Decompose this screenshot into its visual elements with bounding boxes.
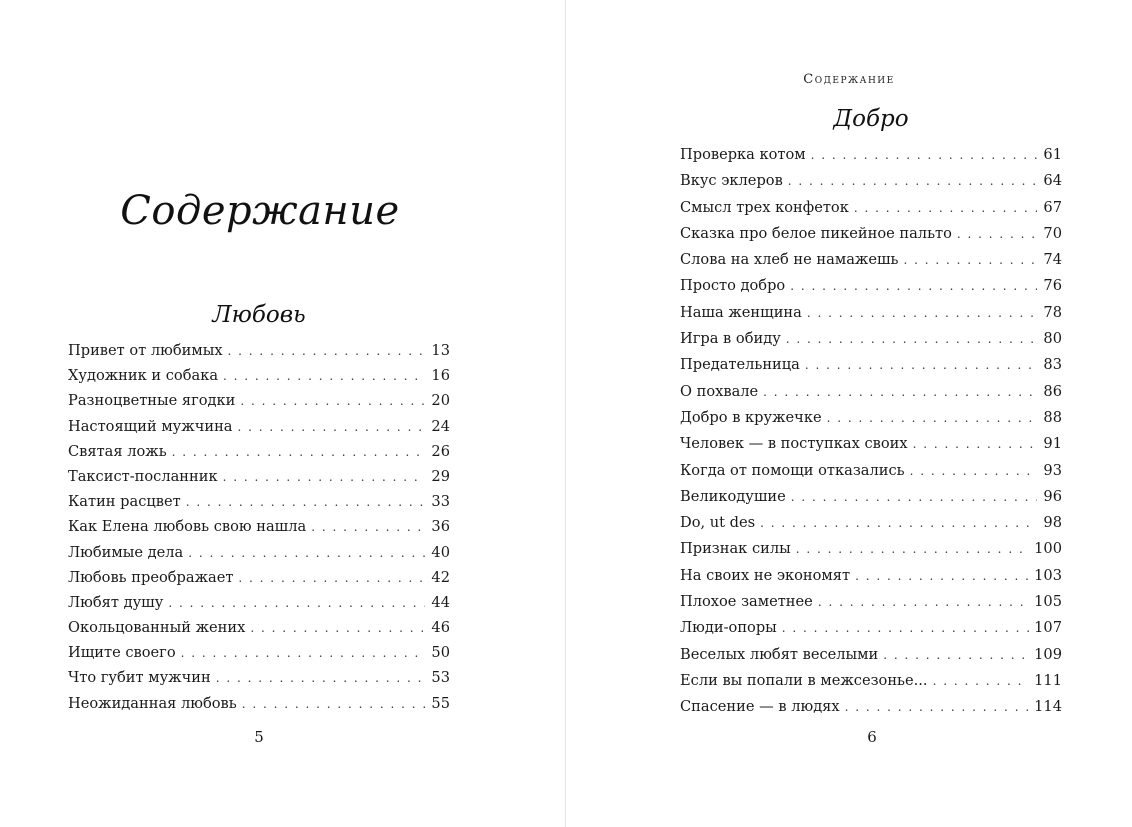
dot-leader [223, 465, 425, 490]
toc-entry-page: 55 [431, 694, 450, 712]
dot-leader [883, 642, 1029, 668]
toc-entry [680, 247, 1062, 273]
toc-list-love [68, 338, 450, 716]
dot-leader [242, 692, 425, 717]
toc-entry-title: Веселых любят веселыми [680, 645, 879, 663]
toc-entry-title: Неожиданная любовь [68, 694, 237, 712]
toc-entry-page: 109 [1034, 645, 1062, 663]
page-number-left: 5 [254, 728, 264, 746]
dot-leader [228, 339, 425, 364]
toc-entry [680, 694, 1062, 720]
toc-entry [68, 640, 450, 665]
toc-entry-page: 53 [431, 669, 450, 687]
toc-entry [68, 439, 450, 464]
dot-leader [790, 273, 1037, 299]
toc-entry [680, 484, 1062, 510]
toc-entry-title: Таксист-посланник [68, 467, 218, 485]
dot-leader [854, 195, 1037, 221]
toc-entry-page: 98 [1043, 514, 1062, 532]
toc-entry-page: 103 [1034, 566, 1062, 584]
toc-entry-title: Люди-опоры [680, 619, 777, 637]
toc-entry-page: 61 [1043, 146, 1062, 163]
dot-leader [786, 326, 1037, 352]
toc-entry-page: 36 [431, 518, 450, 536]
dot-leader [796, 536, 1029, 562]
toc-entry-page: 100 [1034, 540, 1062, 558]
toc-entry-page: 114 [1034, 698, 1062, 716]
toc-entry [680, 510, 1062, 536]
toc-entry [680, 195, 1062, 221]
toc-list-kindness [680, 142, 1062, 721]
toc-entry-page: 88 [1043, 408, 1062, 426]
dot-leader [845, 694, 1030, 720]
toc-entry-page: 26 [431, 442, 450, 460]
toc-entry-page: 70 [1043, 224, 1062, 242]
toc-entry [68, 665, 450, 690]
toc-entry [680, 668, 1062, 694]
toc-entry [68, 489, 450, 514]
dot-leader [250, 616, 425, 641]
toc-entry-title: Плохое заметнее [680, 593, 813, 611]
toc-entry [680, 642, 1062, 668]
toc-entry-page: 13 [431, 342, 450, 359]
toc-entry [680, 142, 1062, 168]
toc-entry-title: Сказка про белое пикейное пальто [680, 224, 952, 242]
dot-leader [910, 458, 1037, 484]
toc-entry-title: Привет от любимых [68, 342, 223, 359]
toc-entry-page: 29 [431, 467, 450, 485]
toc-entry-page: 93 [1043, 461, 1062, 479]
dot-leader [807, 300, 1037, 326]
toc-entry [68, 540, 450, 565]
toc-entry-page: 64 [1043, 172, 1062, 190]
dot-leader [240, 389, 425, 414]
dot-leader [763, 379, 1037, 405]
dot-leader [903, 247, 1037, 273]
dot-leader [788, 168, 1037, 194]
toc-entry-title: Любовь преображает [68, 568, 234, 586]
toc-entry-title: Катин расцвет [68, 493, 181, 511]
page-number-right: 6 [867, 728, 877, 746]
toc-entry-title: Добро в кружечке [680, 408, 822, 426]
toc-entry-title: Игра в обиду [680, 330, 781, 348]
right-page [566, 0, 1132, 827]
dot-leader [913, 431, 1037, 457]
toc-entry [680, 589, 1062, 615]
toc-entry [68, 414, 450, 439]
toc-entry-page: 76 [1043, 277, 1062, 295]
toc-entry-title: Любят душу [68, 593, 164, 611]
toc-entry-title: Окольцованный жених [68, 619, 246, 637]
toc-entry-page: 33 [431, 493, 450, 511]
toc-entry [680, 326, 1062, 352]
running-head: Содержание [803, 72, 895, 87]
dot-leader [188, 541, 425, 566]
toc-entry-page: 107 [1034, 619, 1062, 637]
dot-leader [811, 142, 1037, 168]
toc-entry-page: 42 [431, 568, 450, 586]
toc-entry-page: 67 [1043, 198, 1062, 216]
dot-leader [172, 440, 425, 465]
toc-entry-page: 111 [1034, 671, 1062, 689]
toc-entry [68, 565, 450, 590]
toc-entry [68, 388, 450, 413]
toc-entry [680, 615, 1062, 641]
toc-entry-page: 46 [431, 619, 450, 637]
toc-entry-title: О похвале [680, 382, 759, 400]
toc-entry [68, 615, 450, 640]
dot-leader [855, 563, 1029, 589]
toc-entry-page: 74 [1043, 251, 1062, 269]
dot-leader [238, 415, 426, 440]
toc-entry-page: 16 [431, 367, 450, 385]
toc-entry-title: Святая ложь [68, 442, 167, 460]
toc-entry-page: 80 [1043, 330, 1062, 348]
toc-entry [68, 338, 450, 363]
toc-entry-title: Человек — в поступках своих [680, 435, 908, 453]
toc-entry-page: 24 [431, 417, 450, 435]
toc-entry-title: Ищите своего [68, 644, 176, 662]
toc-entry-title: Спасение — в людях [680, 698, 840, 716]
toc-entry [680, 536, 1062, 562]
toc-entry-page: 44 [431, 593, 450, 611]
toc-entry-page: 105 [1034, 593, 1062, 611]
toc-entry-title: Вкус эклеров [680, 172, 783, 190]
toc-entry-title: Что губит мужчин [68, 669, 211, 687]
dot-leader [827, 405, 1037, 431]
toc-entry [680, 563, 1062, 589]
dot-leader [311, 515, 425, 540]
toc-entry-title: Смысл трех конфеток [680, 198, 849, 216]
dot-leader [186, 490, 425, 515]
dot-leader [933, 668, 1030, 694]
dot-leader [223, 364, 425, 389]
toc-entry-page: 91 [1043, 435, 1062, 453]
toc-entry-title: Слова на хлеб не намажешь [680, 251, 899, 269]
toc-entry-page: 78 [1043, 303, 1062, 321]
dot-leader [216, 666, 425, 691]
dot-leader [818, 589, 1029, 615]
toc-entry-page: 20 [431, 392, 450, 410]
toc-entry-title: Признак силы [680, 540, 791, 558]
dot-leader [238, 566, 425, 591]
dot-leader [168, 591, 425, 616]
toc-entry [680, 379, 1062, 405]
toc-entry-title: Любимые дела [68, 543, 184, 561]
toc-entry-page: 40 [431, 543, 450, 561]
toc-entry [680, 352, 1062, 378]
toc-entry-title: Художник и собака [68, 367, 219, 385]
toc-entry-title: На своих не экономят [680, 566, 851, 584]
toc-entry [680, 405, 1062, 431]
toc-entry [68, 363, 450, 388]
toc-entry [68, 464, 450, 489]
toc-entry-page: 50 [431, 644, 450, 662]
dot-leader [805, 352, 1037, 378]
toc-entry [680, 300, 1062, 326]
toc-entry-title: Предательница [680, 356, 800, 374]
toc-entry-title: Когда от помощи отказались [680, 461, 905, 479]
toc-entry-title: Просто добро [680, 277, 786, 295]
dot-leader [782, 615, 1029, 641]
section-heading-kindness: Добро [833, 106, 909, 132]
toc-entry [680, 168, 1062, 194]
toc-title: Содержание [120, 188, 400, 234]
toc-entry [680, 458, 1062, 484]
toc-entry-title: Настоящий мужчина [68, 417, 233, 435]
dot-leader [760, 510, 1037, 536]
toc-entry [68, 590, 450, 615]
toc-entry-title: Проверка котом [680, 146, 806, 163]
toc-entry [68, 514, 450, 539]
toc-entry-title: Как Елена любовь свою нашла [68, 518, 307, 536]
toc-entry [68, 691, 450, 716]
toc-entry-page: 96 [1043, 487, 1062, 505]
toc-entry-title: Великодушие [680, 487, 786, 505]
toc-entry-page: 83 [1043, 356, 1062, 374]
dot-leader [181, 641, 425, 666]
toc-entry [680, 273, 1062, 299]
toc-entry-title: Do, ut des [680, 514, 756, 532]
section-heading-love: Любовь [212, 302, 306, 328]
dot-leader [957, 221, 1037, 247]
toc-entry-page: 86 [1043, 382, 1062, 400]
dot-leader [791, 484, 1037, 510]
toc-entry [680, 431, 1062, 457]
toc-entry-title: Наша женщина [680, 303, 802, 321]
toc-entry-title: Разноцветные ягодки [68, 392, 236, 410]
toc-entry-title: Если вы попали в межсезонье... [680, 671, 928, 689]
toc-entry [680, 221, 1062, 247]
